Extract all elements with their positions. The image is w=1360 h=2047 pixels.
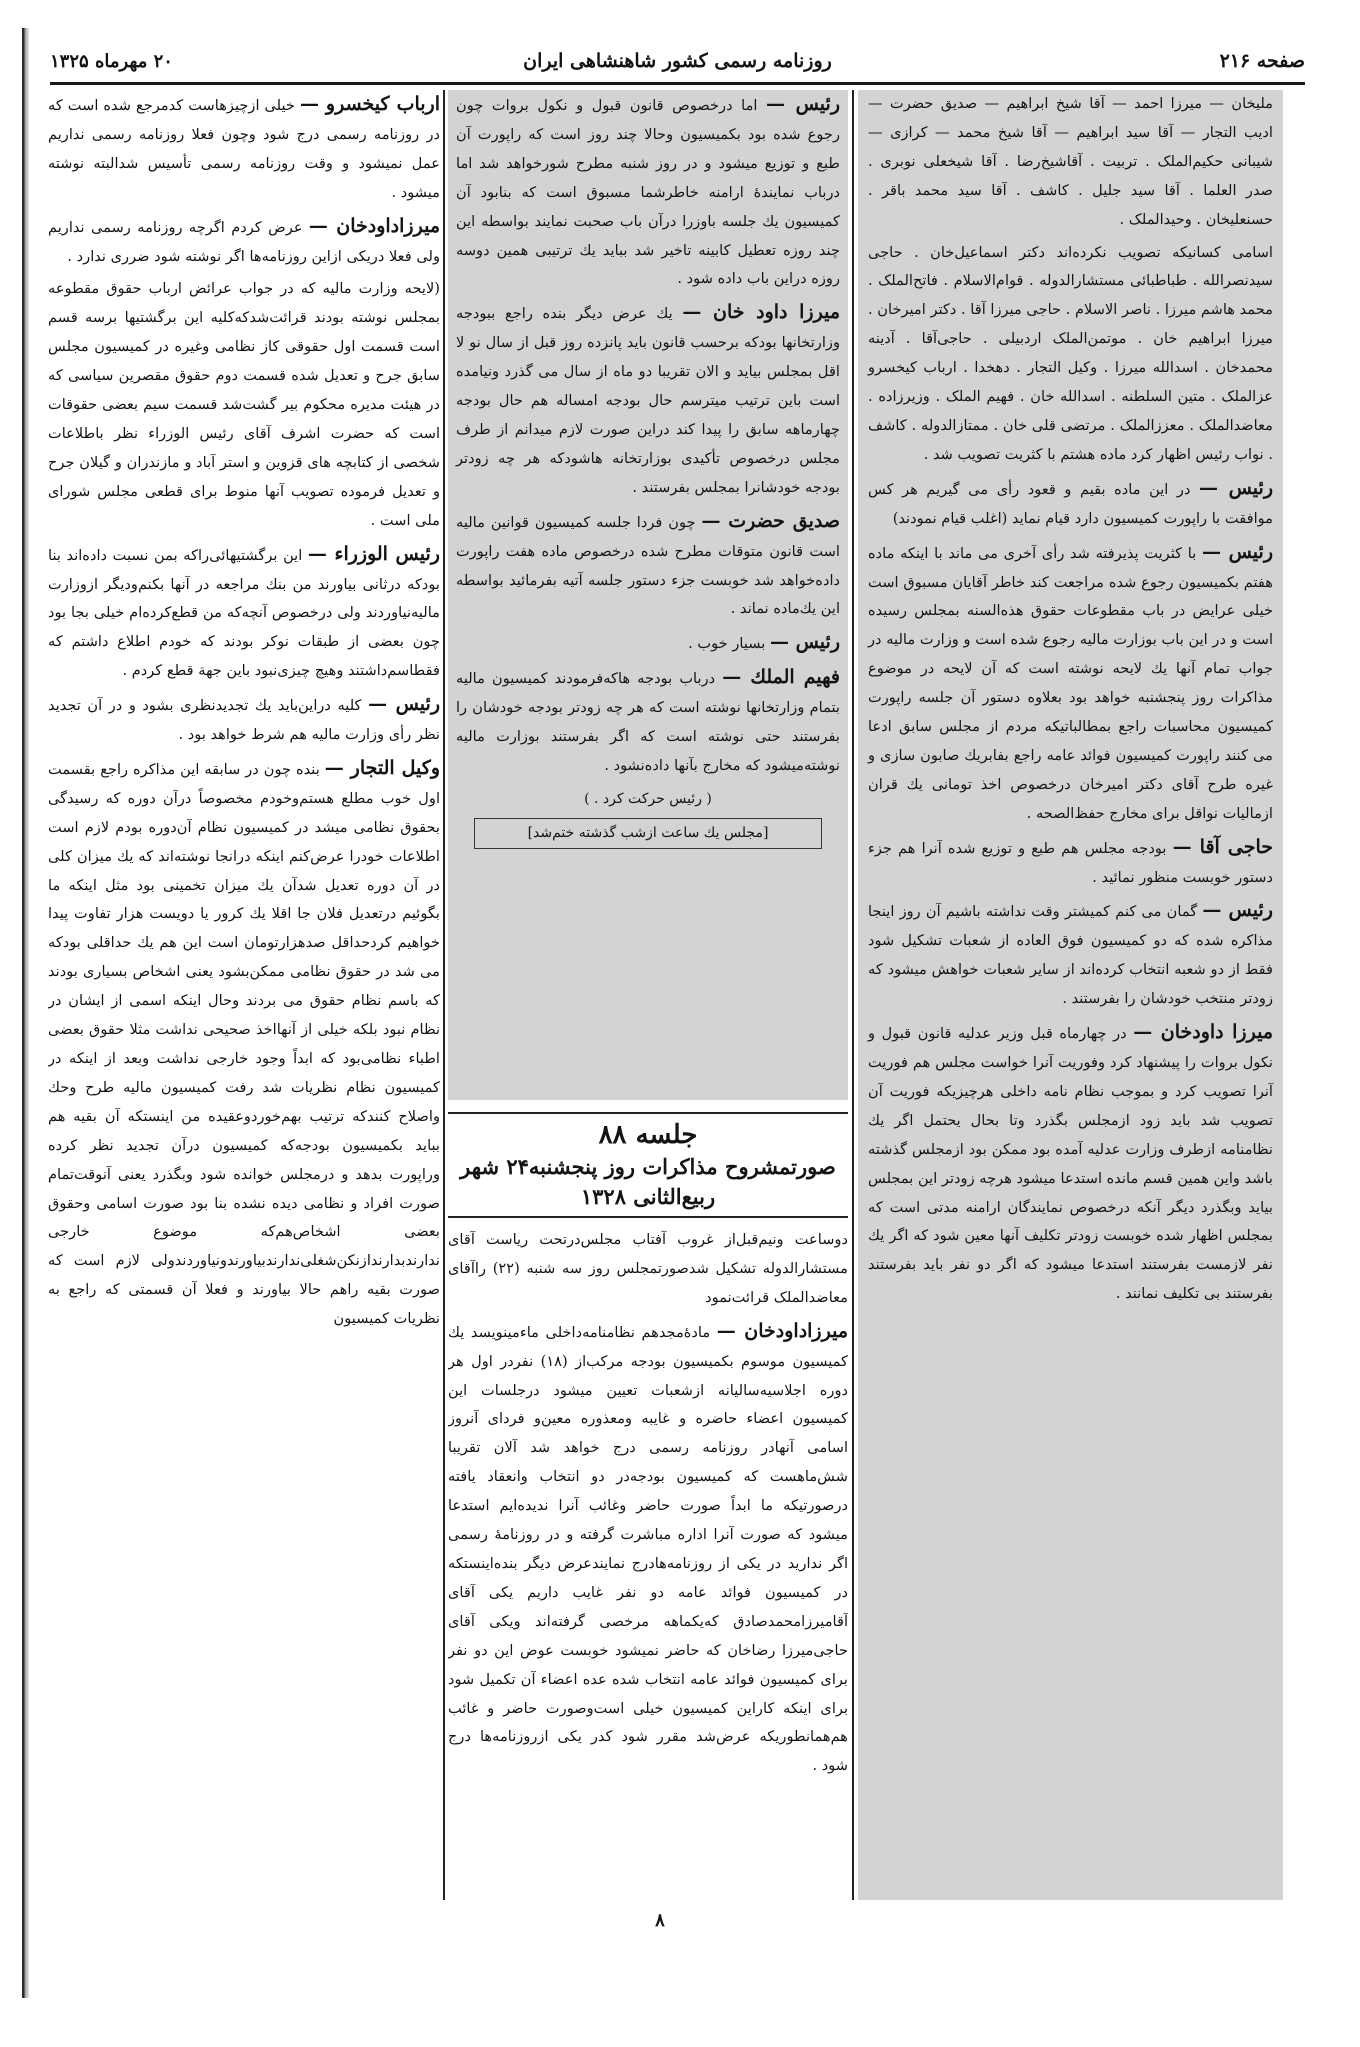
paragraph-text: درباب بودجه هاکه‌فرمودند کمیسیون مالیه بتمام وزارتخانها نوشته است که هر چه زودتر بودجه خودشان را بفرستند حتی نوشته است که اگر بفرستند بوزارت مالیه نوشته‌میشود که مخارج بآنها داده‌نشود . bbox=[456, 670, 840, 774]
speaker-name: رئیس — bbox=[766, 93, 840, 115]
page-number: صفحه ۲۱۶ bbox=[1219, 50, 1305, 72]
speaker-name: رئیس الوزراء — bbox=[307, 542, 440, 565]
paragraph bbox=[48, 540, 440, 687]
speaker-name: رئیس — bbox=[368, 693, 440, 716]
page-mark: ۸ bbox=[655, 1910, 665, 1931]
session-number: جلسه ۸۸ bbox=[598, 1120, 698, 1150]
newspaper-title: روزنامه رسمی کشور شاهنشاهی ایران bbox=[523, 50, 832, 72]
speaker-name: رئیس — bbox=[1199, 476, 1274, 499]
paragraph-text: بودجه مجلس هم طبع و توزیع شده آنرا هم جزء دستور خوبست منظور نمائید . bbox=[868, 839, 1273, 886]
paragraph bbox=[868, 1018, 1273, 1309]
paragraph-text: گمان می کنم کمیشتر وقت نداشته باشیم آن روز اینجا مذاکره شده که دو کمیسیون فوق العاده از شعبات تشکیل شود فقط از دو شعبه انتخاب کرده‌اند از سایر شعبات خواهش میشود که زودتر منتخب خودشان را بفرستند . bbox=[868, 903, 1273, 1008]
speaker-name: میرزا داودخان — bbox=[1133, 1021, 1273, 1044]
paragraph-text: ملیخان — میرزا احمد — آقا شیخ ابراهیم — صدیق حضرت — ادیب التجار — آقا سید ابراهیم — آقا شیخ محمد — کرازی — شیبانی حکیم‌الملک . تربیت . آقاشیخ‌رضا . آقا شیخعلی نوبری . صدر العلما . آقا سید جلیل . کاشف . آقا سید محمد باقر . حسنعلیخان . وحیدالملک . bbox=[868, 95, 1273, 228]
paragraph bbox=[456, 628, 840, 659]
column-divider bbox=[443, 90, 445, 1900]
paragraph-text: اسامی کسانیکه تصویب نکرده‌اند دکتر اسماعیل‌خان . حاجی سیدنصرالله . طباطبائی مستشارالدوله . قوام‌الاسلام . فاتح‌الملک . محمد هاشم میرزا . ناصر الاسلام . حاجی میرزا آقا . دکتر امیرخان . میرزا ابراهیم خان . موتمن‌الملک اردبیلی . حاجی‌آقا . آدینه محمدخان . اسدالله میرزا . وکیل التجار . دهخدا . ارباب کیخسرو عزالملک . متین السلطنه . اسدالله خان . فهیم الملک . وزیرزاده . معاضدالملک . معززالملک . مرتضی قلی خان . ممتازالدوله . کاشف . نواب رئیس اظهار کرد ماده هشتم با کثریت تصویب شد . bbox=[868, 243, 1273, 463]
paragraph bbox=[868, 538, 1273, 829]
speaker-name: ارباب کیخسرو — bbox=[299, 93, 440, 115]
paragraph-text: کلیه دراین‌باید یك تجدید‌نظری بشود و در آن تجدید نظر رأی وزارت مالیه هم شرط خواهد بود . bbox=[48, 697, 440, 744]
page-header bbox=[50, 40, 1305, 82]
paragraph bbox=[48, 754, 440, 1334]
speaker-name: میرزا داود خان — bbox=[682, 301, 840, 324]
paragraph bbox=[456, 90, 840, 294]
paragraph-text: مادهٔ‌مجدهم نظامنامه‌داخلی ماءمینویسد یك کمیسیون موسوم بکمیسیون بودجه مرکب‌از (۱۸) نفردر اول هر دوره اجلاسیه‌سالیانه ازشعبات تعیین میشود درجلسات این کمیسیون اعضاء حاضره و غایبه ومعذوره معین‌و فردای آنروز اسامی آنهادر روزنامه رسمی درج خواهد شد آلان تقریبا شش‌ماهست که کمیسیون بودجه‌در دو انتخاب وانعقاد یافته درصورتیکه ما ابداً صورت حاضر وغائب آنرا ندیده‌ایم استدعا میشود که صورت آنرا اداره مباشرت گرفته و در روزنامهٔ رسمی اگر ندارید در یکی از روزنامه‌هادرج نمایندعرض دیگر بنده‌اینستکه در کمیسیون فوائد عامه دو نفر غایب داریم یکی آقای آقامیرزامحمدصادق که‌یکماهه مرخصی گرفته‌اند ویکی آقای حاجی‌میرزا رضاخان که حاضر نمیشود خوبست عوض این دو نفر برای کمیسیون فوائد عامه انتخاب شده عده اعضاء آن تکمیل شود برای اینکه کاراین کمیسیون خیلی است‌وصورت حاضر و غائب هم‌همانطوریکه عرض‌شد مقرر شود کدر یکی ازروزنامه‌ها درج شود . bbox=[448, 1323, 848, 1775]
column-middle bbox=[448, 90, 848, 1900]
paragraph-text: (لایحه وزارت مالیه که در جواب عرائض ارباب حقوق مقطوعه بمجلس نوشته بودند قرائت‌شدکه‌کلیه این برگشتیها برسه قسم است قسمت اول حقوقی کاز نظامی وغیره در کمیسیون مجلس سابق جرح و تعدیل شده قسمت دوم حقوق مقصرین سیاسی که در هیئت مدیره محکوم بیر گشت‌شد قسمت سیم بعضی حقوقات است که حضرت اشرف آقای رئیس الوزراء نظر باطلاعات شخصی از کتابچه های قزوین و استر آباد و مازندران و گیلان جرح و تعدیل فرموده تصویب آنها منوط برای قطعی مجلس شورای ملی است . bbox=[48, 280, 440, 529]
speaker-name: حاجی آقا — bbox=[1172, 835, 1274, 858]
paragraph bbox=[456, 663, 840, 781]
paragraph bbox=[868, 239, 1273, 470]
speaker-name: رئیس — bbox=[769, 631, 840, 654]
paragraph bbox=[48, 212, 440, 272]
paragraph bbox=[448, 1226, 848, 1313]
speaker-name: میرزاداودخان — bbox=[716, 1319, 848, 1342]
paragraph-text: در چهارماه قبل وزیر عدلیه قانون قبول و نکول بروات را پیشنهاد کرد وفوریت آنرا خواست مجلس هم فوریت آنرا تصویب کرد و بموجب نظام نامه داخلی هرچیزیکه فوریت آن تصویب شد باید زود ازمجلس بگذرد وتا بحال یحتمل اگر یك نظامنامه ازطرف وزارت عدلیه آمده بود ممکن بود ازمجلس گذشته باشد واین همین قسم مانده استدعا میشود هرچه زودتر این بمجلس بیاید وبگذرد دیگر آنکه درخصوص نمایندگان ارامنه مدتی است که بمجلس اظهار شده خوبست زودتر تکلیف آنها معین شود که اگر یك نفر لازمست بفرستند استدعا میشود که اگر دو نفر باید بفرستند بفرستند بی تکلیف نمانند . bbox=[868, 1025, 1273, 1303]
header-rule bbox=[50, 82, 1305, 85]
paragraph-text: دوساعت ونیم‌قبل‌از غروب آفتاب مجلس‌درتحت ریاست آقای مستشارالدوله تشکیل شدصورتمجلس روز سه شنبه (۲۲) راآقای معاضدالملک قرائت‌نمود bbox=[448, 1231, 848, 1306]
paragraph-text: این برگشتیهائی‌راکه بمن نسبت داده‌اند بنا بودکه درثانی بیاورند من بنك مراجعه در آنها بکنم‌ودیگر ازوزارت مالیه‌نیاوردند ولی درخصوص آنچه‌که من قطع‌کرده‌ام خیلی بجا بود چون بعضی از طبقات نوکر بودند که خودم اطلاع داشتم که فقطاسم‌داشتند وهیچ چیزی‌نبود باین جهة قطع کردم . bbox=[48, 546, 440, 680]
paragraph-text: اما درخصوص قانون قبول و نکول بروات چون رجوع شده بود بکمیسیون وحالا چند روز است که راپورت آن طبع و توزیع میشود و در روز شنبه مطرح شورخواهد شد اما درباب نمایندهٔ ارامنه خاطرشما مسبوق است که بنابود آن کمیسیون یك جلسه باوزرا درآن باب صحبت نمایند بواسطه این چند روزه تعطیل کابینه تاخیر شد بباید یك ترتیبی همین دوسه روزه دراین باب داده شود . bbox=[456, 97, 840, 288]
paragraph-text: خیلی ازچیزهاست کدمرجع شده است که در روزنامه رسمی درج شود وچون فعلا روزنامه رسمی نداریم عمل نمیشود و وقت روزنامه رسمی تأسیس شدالبته نوشته میشود . bbox=[48, 97, 440, 201]
session-note: ( رئیس حرکت کرد . ) bbox=[584, 790, 712, 807]
paragraph bbox=[868, 833, 1273, 893]
session-close-note: [مجلس یك ساعت ازشب گذشته ختم‌شد] bbox=[474, 818, 822, 849]
speaker-name: وکیل التجار — bbox=[324, 756, 440, 779]
speaker-name: میرزاداودخان — bbox=[308, 214, 440, 237]
paragraph bbox=[48, 90, 440, 208]
paragraph-text: بسیار خوب . bbox=[688, 635, 766, 653]
session-title: صورتمشروح مذاکرات روز پنجشنبه۲۴ شهر ربیع‌الثانی ۱۳۲۸ bbox=[460, 1154, 836, 1209]
paragraph-text: با کثریت پذیرفته شد رأی آخری می ماند با اینکه ماده هفتم بکمیسیون رجوع شده مراجعت کند خاطر آقایان مسبوق است خیلی عرایض در باب مقطوعات حقوق هذه‌السنه بمجلس رسیده است و در این باب بوزارت مالیه رجوع شده است و وزارت مالیه در جواب تمام آنها یك لایحه نوشته است که آن لایحه در موضوع مذاکرات روز پنجشنبه خواهد بود بعلاوه دستور آن جلسه راپورت کمیسیون محاسبات راجع بمطالباتیکه مردم از مجلس سابق ادعا می کنند راپورت کمیسیون فوائد عامه راجع بفابریك صابون سازی و غیره طرح آقای دکتر امیرخان درخصوص اخذ تومانی یك قران ازمالیات نواقل برای مخارج حفظ‌الصحه . bbox=[868, 544, 1273, 822]
paragraph-text: عرض کردم اگرچه روزنامه رسمی نداریم ولی فعلا دریکی ازاین روزنامه‌ها اگر نوشته شود ضرری ندارد . bbox=[48, 218, 440, 265]
scan-edge bbox=[22, 28, 30, 1998]
column-left bbox=[48, 90, 440, 1880]
paragraph bbox=[868, 474, 1273, 534]
paragraph bbox=[456, 298, 840, 502]
speaker-name: صدیق حضرت — bbox=[701, 509, 840, 532]
speaker-name: فهیم الملك — bbox=[722, 666, 840, 689]
speaker-name: رئیس — bbox=[1202, 899, 1273, 922]
paragraph-text: در این ماده بقیم و قعود رأی می گیریم هر کس موافقت با راپورت کمیسیون دارد قیام نماید (اغلب قیام نمودند) bbox=[868, 480, 1273, 527]
paragraph bbox=[868, 90, 1273, 235]
paragraph bbox=[448, 1317, 848, 1782]
middle-shaded-block bbox=[448, 90, 848, 1100]
paragraph-text: یك عرض دیگر بنده راجع ببودجه وزارتخانها بودکه برحسب قانون باید پانزده روز قبل از سال نو لا اقل بمجلس بیاید و الان تقریبا دو ماه از سال می گذرد ونیامده است باین ترتیب میترسم حال بودجه امساله هم حال بودجه چهارماهه سابق را پیدا کند دراین صورت لازم میدانم از طرف مجلس درخصوص تأکیدی بوزارتخانه هاشودکه هر چه زودتر بودجه خودشانرا بمجلس بفرستند . bbox=[456, 305, 840, 496]
paragraph-text: بنده چون در سابقه این مذاکره راجع بقسمت اول خوب مطلع هستم‌وخودم مخصوصاً درآن دوره که رسیدگی بحقوق نظامی میشد در کمیسیون نظام آن‌دوره بودم لازم است اطلاعات خودرا عرض‌کنم اینکه درانجا نوشته‌اند که یك میزان کلی در آن دوره تعدیل شدآن یك میزان تخمینی بود مثل اینکه ما بگوئیم درتعدیل فلان جا اقلا یك کرور یا دویست هزار تفاوت پیدا خواهیم کردحداقل صدهزارتومان است این هم یك حداقلی بودکه می شد در حقوق نظامی ممکن‌بشود یعنی اشخاص بسیاری بودند که باسم نظام حقوق می بردند وحال اینکه اسمی از ایشان در نظام نبود بلکه خیلی از آنهااخذ صحیحی نداشت مثلا حقوق بعضی اطباء نظامی‌بود که ابداً وجود خارجی نداشت وبعد از اینکه در کمیسیون نظام نظریات شد رفت کمیسیون مالیه طرح وحك واصلاح کنندکه ترتیب بهم‌خوردوعقیده من اینستکه آن بقیه هم بباید بکمیسیون بودجه‌که کمیسیون درآن تجدید نظر کرده وراپورت بدهد و درمجلس خوانده شود وبگذرد یعنی آنوقت‌تمام صورت افراد و نظامی دیده نشده بنا بود صورت اسامی وحقوق بعضی اشخاص‌هم‌که موضوع خارجی ندارند‌بدارند‌ازنکن‌شغلی‌ندارند‌بیاورند‌ونیاوردند‌ولی لازم است که صورت بقیه راهم حالا بیاورند و فعلا آن قسمتی که راجع به نظریات کمیسیون bbox=[48, 760, 440, 1328]
paragraph-text: چون فردا جلسه کمیسیون قوانین مالیه است قانون متوقات مطرح شده درخصوص ماده هفت راپورت داده‌خواهد شد خوبست جزء دستور جلسه آتیه بفرمائید بواسطه این یك‌ماده نماند . bbox=[456, 513, 840, 618]
speaker-name: رئیس — bbox=[1201, 540, 1273, 563]
paragraph bbox=[48, 690, 440, 750]
session-heading bbox=[448, 1112, 848, 1218]
paragraph bbox=[456, 507, 840, 625]
paragraph bbox=[868, 896, 1273, 1014]
issue-date: ۲۰ مهرماه ۱۳۲۵ bbox=[50, 50, 173, 72]
column-right bbox=[858, 90, 1283, 1900]
paragraph bbox=[48, 275, 440, 535]
column-divider bbox=[852, 90, 854, 1900]
